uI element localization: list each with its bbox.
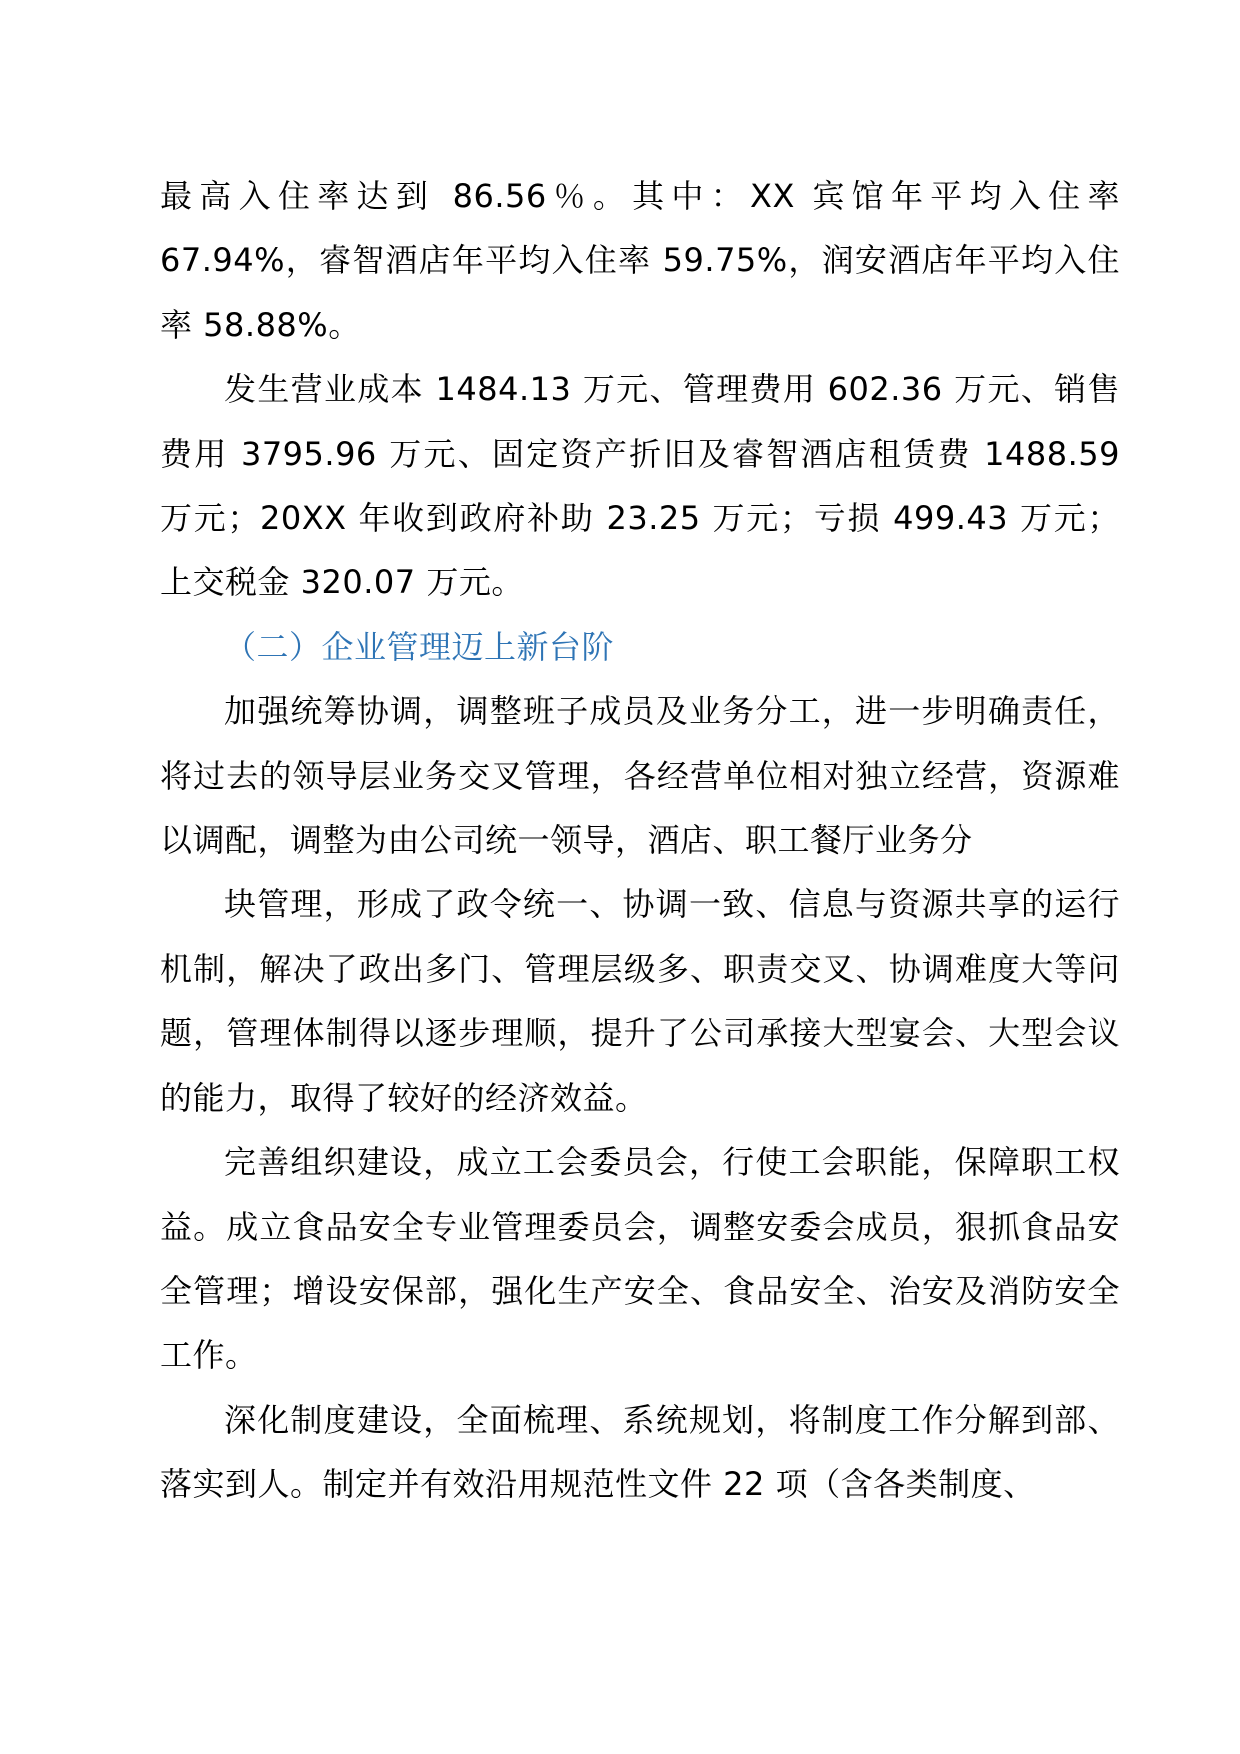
paragraph-coordination: 加强统筹协调，调整班子成员及业务分工，进一步明确责任，将过去的领导层业务交叉管理，各经营单位相对独立经营，资源难以调配，调整为由公司统一领导，酒店、职工餐厅业务分: [160, 692, 1120, 860]
paragraph-system-building: 深化制度建设，全面梳理、系统规划，将制度工作分解到部、落实到人。制定并有效沿用规范性文件 22 项（含各类制度、: [160, 1400, 1120, 1504]
section-heading-management: （二）企业管理迈上新台阶: [224, 627, 615, 666]
paragraph-costs-and-taxes: 发生营业成本 1484.13 万元、管理费用 602.36 万元、销售费用 3795.96 万元、固定资产折旧及睿智酒店租赁费 1488.59 万元；20XX 年收到政府补助 23.25 万元；亏损 499.43 万元；上交税金 320.07 万元。: [160, 370, 1120, 602]
paragraph-operating-mechanism: 块管理，形成了政令统一、协调一致、信息与资源共享的运行机制，解决了政出多门、管理层级多、职责交叉、协调难度大等问题，管理体制得以逐步理顺，提升了公司承接大型宴会、大型会议的能力，取得了较好的经济效益。: [160, 885, 1120, 1117]
paragraph-organization-building: 完善组织建设，成立工会委员会，行使工会职能，保障职工权益。成立食品安全专业管理委员会，调整安委会成员，狠抓食品安全管理；增设安保部，强化生产安全、食品安全、治安及消防安全工作。: [160, 1143, 1120, 1375]
paragraph-occupancy-rates: 最高入住率达到 86.56％。其中：XX 宾馆年平均入住率 67.94%，睿智酒店年平均入住率 59.75%，润安酒店年平均入住率 58.88%。: [160, 177, 1120, 344]
document-body: [160, 164, 1120, 1517]
